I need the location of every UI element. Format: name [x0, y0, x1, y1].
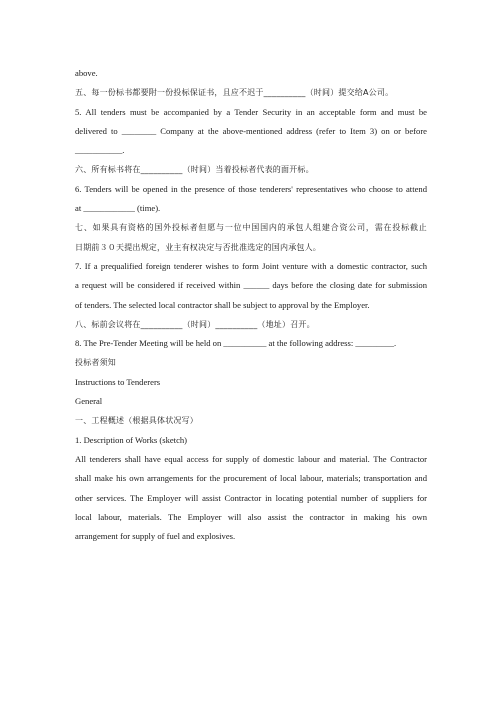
text-line: All tenderers shall have equal access for supply of domestic labour and material. The Contractor	[75, 453, 427, 464]
text-line: shall make his own arrangements for the procurement of local labour, materials; transportation and	[75, 473, 427, 484]
text-line: a request will be considered if received within ______ days before the closing date for submission	[75, 280, 427, 291]
text-line: delivered to ________ Company at the above-mentioned address (refer to Item 3) on or before	[75, 125, 427, 136]
text-line: 6. Tenders will be opened in the presence of those tenderers' representatives who choose to attend	[75, 183, 427, 194]
text-line: 七、如果具有资格的国外投标者但愿与一位中国国内的承包人组建合资公司，需在投标截止	[75, 223, 427, 233]
text-line: of tenders. The selected local contractor shall be subject to approval by the Employer.	[75, 299, 370, 310]
text-line: arrangement for supply of fuel and explosives.	[75, 531, 236, 542]
text-line: ___________.	[75, 145, 125, 156]
text-line: 六、所有标书将在__________（时间）当着投标者代表的面开标。	[75, 165, 314, 175]
text-line: 7. If a prequalified foreign tenderer wishes to form Joint venture with a domestic contractor, such	[75, 260, 427, 271]
text-line: local labour, materials. The Employer will also assist the contractor in making his own	[75, 511, 427, 522]
text-line: at ____________ (time).	[75, 203, 161, 214]
text-line: 八、标前会议将在__________（时间）__________（地址）召开。	[75, 319, 315, 329]
text-line: 1. Description of Works (sketch)	[75, 434, 188, 445]
text-line: 五、每一份标书都要附一份投标保证书，且应不迟于__________（时间）提交给A公司。	[75, 88, 394, 98]
text-line: Instructions to Tenderers	[75, 376, 161, 387]
text-line: other services. The Employer will assist Contractor in locating potential number of suppliers for	[75, 492, 427, 503]
text-line: 投标者须知	[75, 358, 116, 368]
text-line: 8. The Pre-Tender Meeting will be held on __________ at the following address: _________.	[75, 338, 397, 349]
text-line: above.	[75, 68, 98, 78]
text-line: General	[75, 396, 103, 407]
text-line: 日期前３０天提出规定，业主有权决定与否批准选定的国内承包人。	[75, 242, 321, 252]
text-line: 一、工程概述（根据具体状况写）	[75, 416, 198, 426]
text-line: 5. All tenders must be accompanied by a Tender Security in an acceptable form and must be	[75, 106, 427, 117]
document-page	[75, 64, 427, 546]
